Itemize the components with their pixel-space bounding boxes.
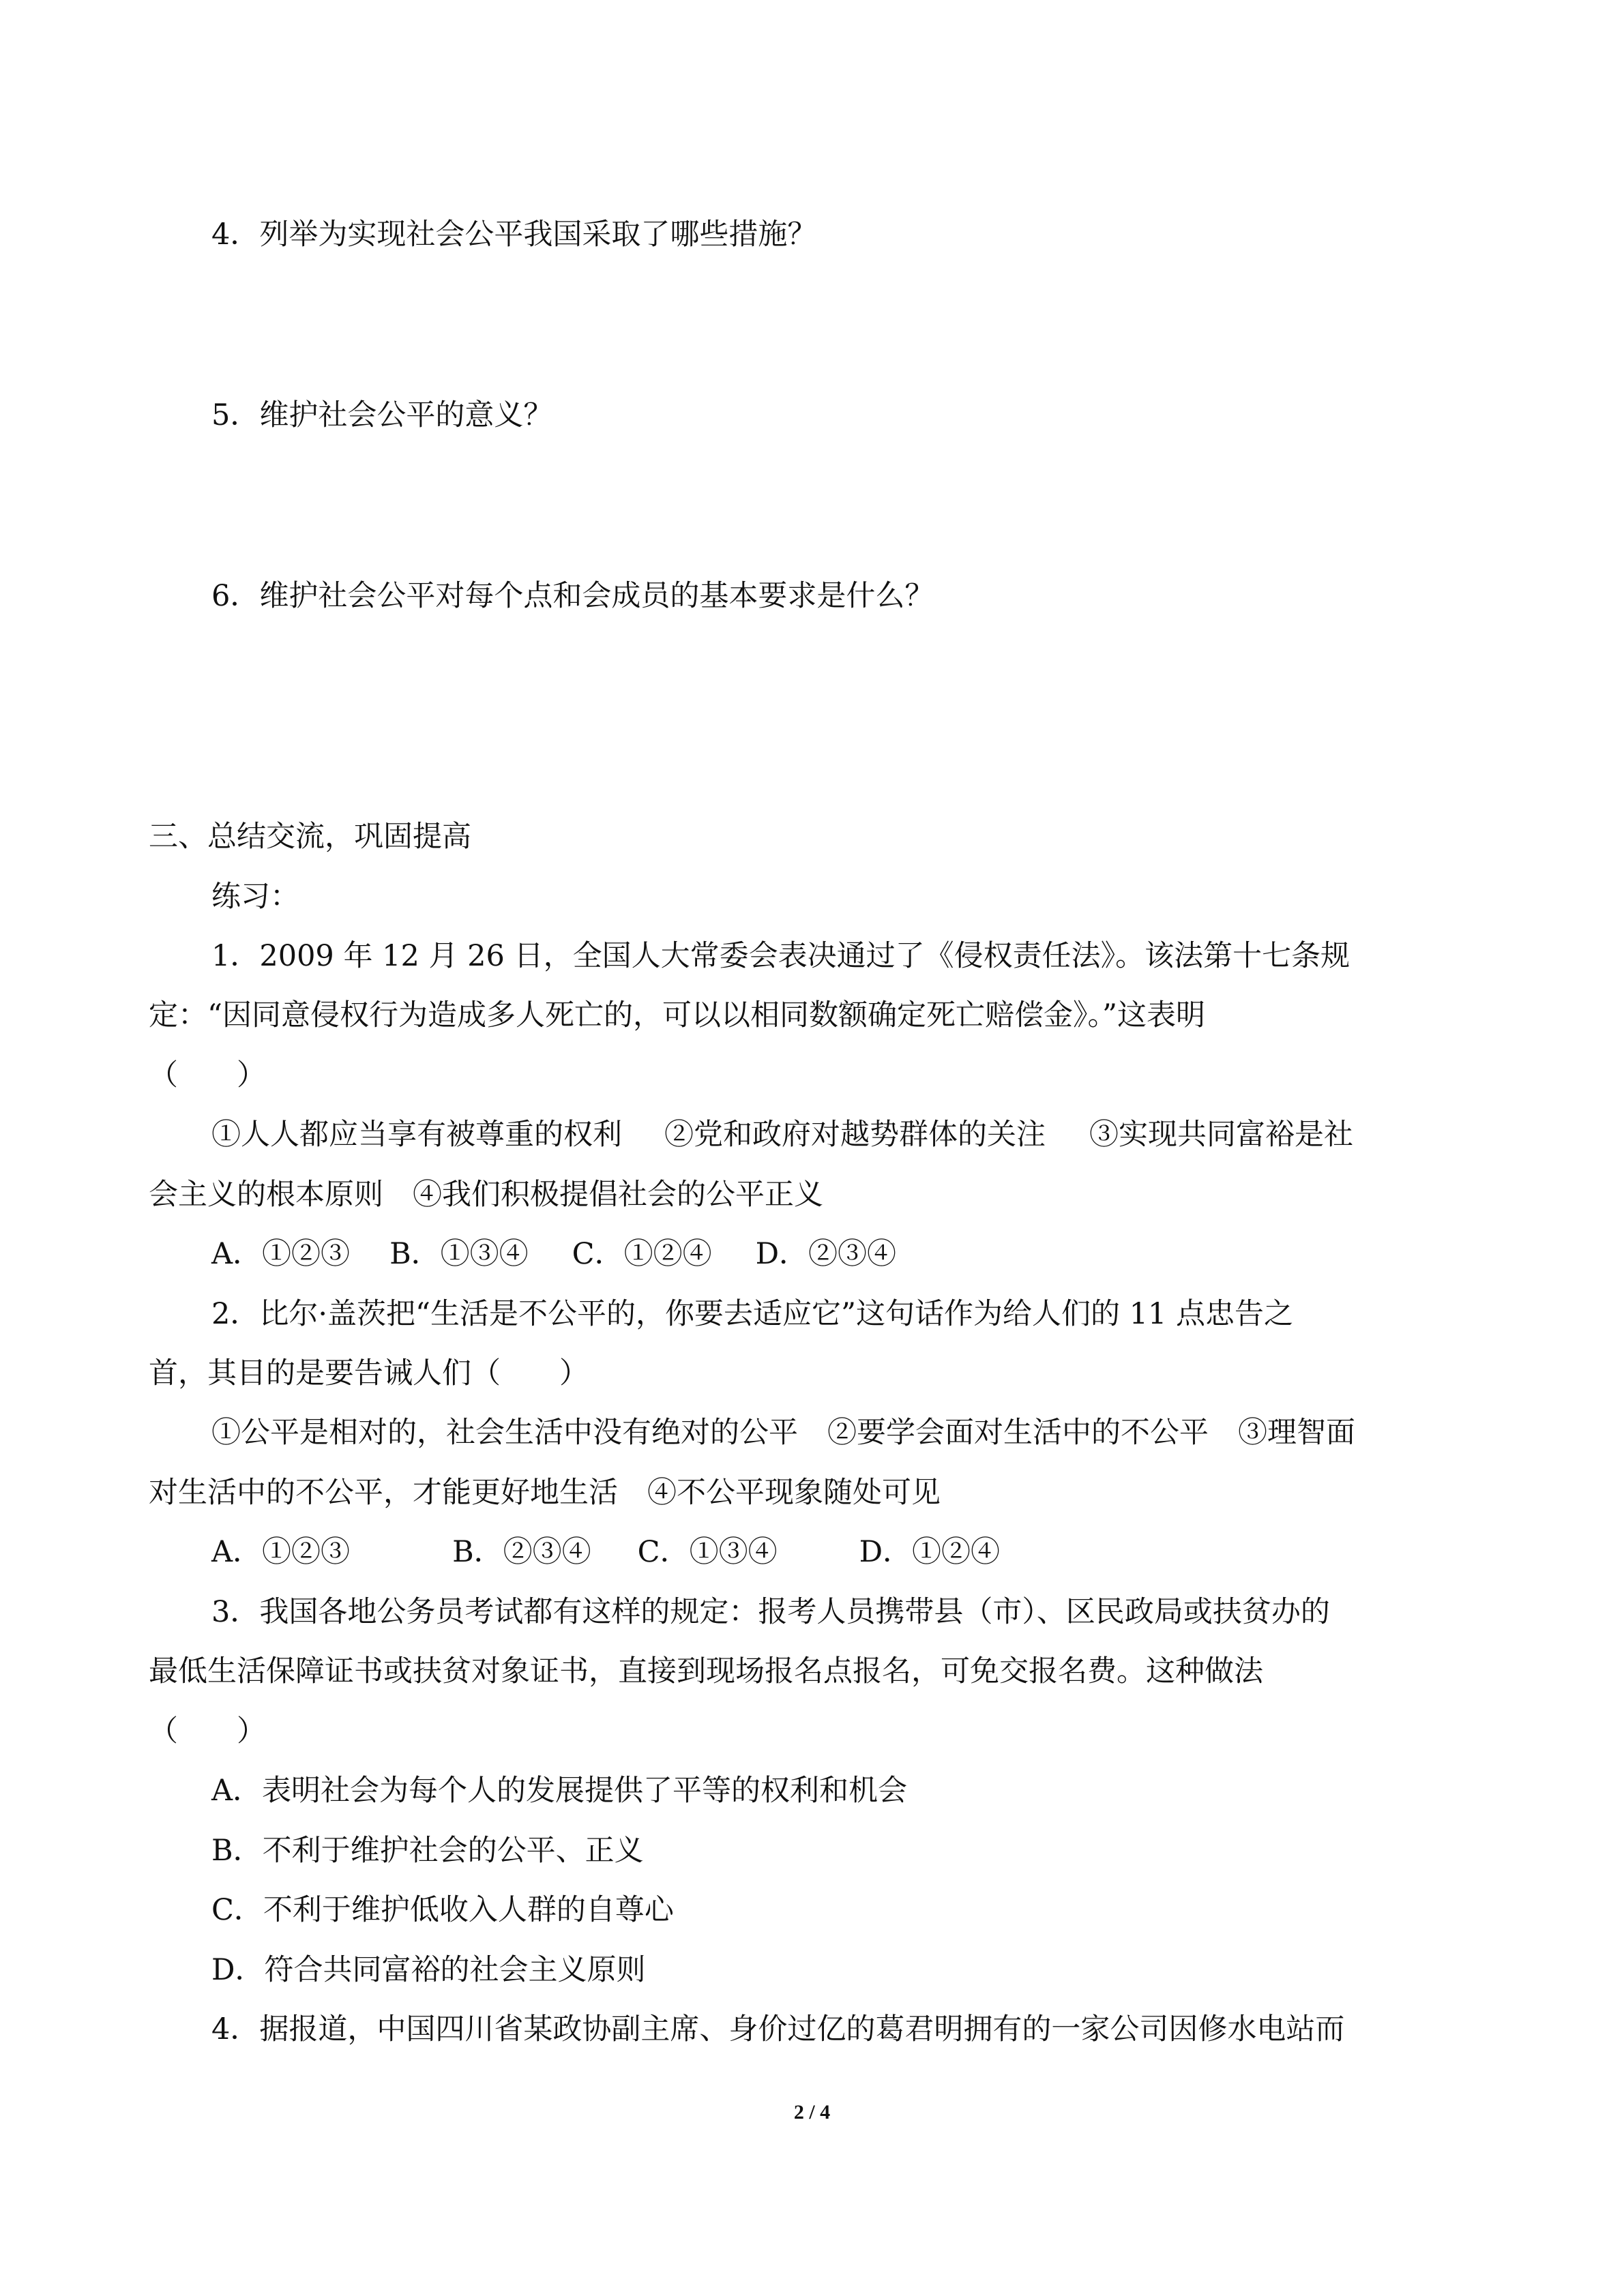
option-d: D．②③④ <box>755 1237 897 1271</box>
exercise-3-option-a: A．表明社会为每个人的发展提供了平等的权利和机会 <box>211 1774 908 1808</box>
exercise-3-stem-line2: 最低生活保障证书或扶贫对象证书，直接到现场报名点报名，可免交报名费。这种做法 <box>149 1654 1263 1688</box>
option-c: C．①②④ <box>572 1237 712 1271</box>
exercise-1-stem-line2: 定：“因同意侵权行为造成多人死亡的，可以以相同数额确定死亡赔偿金》。”这表明 <box>149 998 1205 1032</box>
statement-2: ②党和政府对越势群体的关注 <box>664 1118 1046 1152</box>
question-6: 6．维护社会公平对每个点和会成员的基本要求是什么？ <box>211 579 934 613</box>
option-a: A．①②③ <box>211 1535 351 1569</box>
exercise-3-answer-bracket: （ ） <box>149 1714 266 1748</box>
exercise-1-options <box>211 1235 896 1273</box>
option-d: D．①②④ <box>859 1535 1001 1569</box>
exercise-2-options <box>211 1533 1000 1571</box>
exercise-3-option-c: C．不利于维护低收入人群的自尊心 <box>211 1893 674 1927</box>
exercise-3-stem-line1: 3．我国各地公务员考试都有这样的规定：报考人员携带县（市）、区民政局或扶贫办的 <box>211 1595 1330 1629</box>
exercise-1-statements-line2: 会主义的根本原则 ④我们积极提倡社会的公平正义 <box>149 1178 823 1212</box>
option-b: B．①③④ <box>389 1237 529 1271</box>
exercise-2-statements-line2: 对生活中的不公平，才能更好地生活 ④不公平现象随处可见 <box>149 1476 941 1510</box>
statement-3: ③实现共同富裕是社 <box>1089 1118 1353 1152</box>
question-5: 5．维护社会公平的意义？ <box>211 398 553 432</box>
exercise-2-stem-line2: 首，其目的是要告诫人们（ ） <box>149 1356 589 1390</box>
page-number: 2 / 4 <box>793 2101 831 2123</box>
exercise-2-stem-line1: 2．比尔·盖茨把“生活是不公平的，你要去适应它”这句话作为给人们的 11 点忠告之 <box>211 1297 1294 1331</box>
section-heading: 三、总结交流，巩固提高 <box>149 820 471 854</box>
exercise-2-statements-line1: ①公平是相对的，社会生活中没有绝对的公平 ②要学会面对生活中的不公平 ③理智面 <box>211 1416 1355 1450</box>
exercise-1-statements-line1 <box>211 1116 1353 1154</box>
exercise-1-stem-line1: 1．2009 年 12 月 26 日，全国人大常委会表决通过了《侵权责任法》。该法第十七条规 <box>211 939 1350 973</box>
option-a: A．①②③ <box>211 1237 351 1271</box>
question-4: 4．列举为实现社会公平我国采取了哪些措施？ <box>211 218 817 252</box>
exercise-1-answer-bracket: （ ） <box>149 1058 266 1092</box>
exercise-label: 练习： <box>211 880 299 914</box>
exercise-3-option-d: D．符合共同富裕的社会主义原则 <box>211 1953 646 1987</box>
option-c: C．①③④ <box>637 1535 778 1569</box>
exercise-4-stem-line1: 4．据报道，中国四川省某政协副主席、身价过亿的葛君明拥有的一家公司因修水电站而 <box>211 2012 1345 2046</box>
exercise-3-option-b: B．不利于维护社会的公平、正义 <box>211 1834 644 1868</box>
statement-1: ①人人都应当享有被尊重的权利 <box>211 1118 622 1152</box>
option-b: B．②③④ <box>452 1535 591 1569</box>
